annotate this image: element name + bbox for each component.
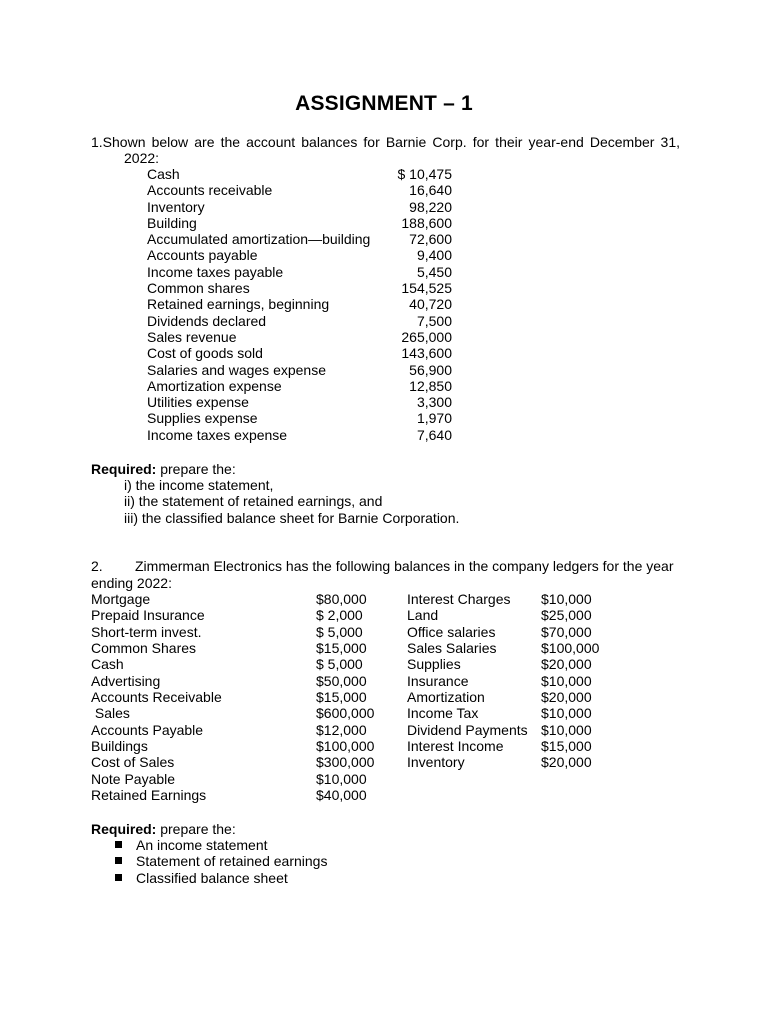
q2-required-item-text: Statement of retained earnings [136,853,328,869]
ledger-amount: $600,000 [316,705,375,722]
q2-required-item [115,870,288,887]
ledger-amount: $ 5,000 [316,623,363,640]
account-name: Utilities expense [147,394,249,411]
ledger-name: Cost of Sales [91,754,175,771]
ledger-name: Prepaid Insurance [91,607,205,624]
q2-required-item-text: An income statement [136,837,268,853]
account-row [147,182,452,198]
ledger-amount: $50,000 [316,672,367,689]
account-amount: 98,220 [409,198,452,215]
account-row [147,394,452,410]
account-amount: 9,400 [416,247,452,264]
account-amount: 12,850 [409,377,452,394]
account-name: Amortization expense [147,377,282,394]
ledger-name: Accounts Payable [91,721,204,738]
q1-required-text: prepare the: [156,461,236,477]
ledger-name: Supplies [407,656,461,673]
account-row [147,215,452,231]
ledger-name: Insurance [407,672,469,689]
account-name: Dividends declared [147,312,267,329]
account-amount: 7,500 [416,312,452,329]
ledger-amount: $10,000 [541,672,592,689]
account-amount: 16,640 [409,182,452,199]
account-row [147,264,452,280]
account-amount: 188,600 [401,214,452,231]
bullet-icon [115,874,122,881]
account-row [147,166,452,182]
ledger-name: Cash [91,656,124,673]
ledger-amount: $300,000 [316,754,375,771]
ledger-name: Advertising [91,672,161,689]
assignment-title: ASSIGNMENT – 1 [295,92,473,115]
account-name: Common shares [147,280,250,297]
q2-required [91,821,236,837]
account-amount: $ 10,475 [397,166,452,182]
ledger-name: Retained Earnings [91,787,207,804]
account-amount: 1,970 [416,410,452,427]
q2-intro-line1 [91,558,681,575]
account-row [147,410,452,426]
account-row [147,199,452,215]
account-name: Accumulated amortization—building [147,231,371,248]
account-name: Cost of goods sold [147,345,263,362]
q1-required [91,461,236,477]
ledger-name: Sales [91,705,130,722]
account-name: Supplies expense [147,410,258,427]
account-name: Income taxes expense [147,426,288,443]
ledger-amount: $10,000 [541,591,592,607]
q2-intro-text: Zimmerman Electronics has the following balances in the company ledgers for the year [135,558,674,574]
account-name: Accounts receivable [147,182,273,199]
account-amount: 154,525 [401,280,452,297]
account-row [147,247,452,263]
q1-required-label: Required: [91,461,157,477]
ledger-name: Interest Income [407,738,504,755]
ledger-name: Accounts Receivable [91,689,222,706]
account-name: Income taxes payable [147,263,284,280]
q2-required-label: Required: [91,821,157,837]
account-row [147,280,452,296]
ledger-amount: $10,000 [316,770,367,787]
ledger-amount: $10,000 [541,705,592,722]
ledger-name: Dividend Payments [407,721,528,738]
q1-required-item: iii) the classified balance sheet for Barnie Corporation. [124,510,460,526]
ledger-amount: $15,000 [316,640,367,657]
q1-intro-line2: 2022: [124,150,160,166]
q1-required-item: ii) the statement of retained earnings, and [124,493,383,509]
q2-required-text: prepare the: [156,821,236,837]
q1-required-item: i) the income statement, [124,477,274,493]
ledger-amount: $20,000 [541,689,592,706]
ledger-amount: $100,000 [541,640,600,657]
ledger-amount: $15,000 [541,738,592,755]
account-row [147,345,452,361]
ledger-name: Short-term invest. [91,623,202,640]
account-row [147,378,452,394]
ledger-name: Land [407,607,439,624]
q1-account-list [147,166,452,443]
ledger-amount: $40,000 [316,787,367,804]
q2-required-item [115,853,327,870]
account-name: Building [147,214,197,231]
account-name: Accounts payable [147,247,258,264]
bullet-icon [115,857,122,864]
ledger-name: Income Tax [407,705,479,722]
account-amount: 72,600 [409,231,452,248]
ledger-amount: $15,000 [316,689,367,706]
account-row [147,231,452,247]
ledger-name: Inventory [407,754,465,771]
account-name: Inventory [147,198,205,215]
account-amount: 7,640 [416,426,452,443]
account-row [147,362,452,378]
q1-intro-line1: 1.Shown below are the account balances for Barnie Corp. for their year-end December 31, [91,134,680,150]
account-row [147,329,452,345]
account-amount: 5,450 [416,263,452,280]
ledger-amount: $ 5,000 [316,656,363,673]
account-name: Sales revenue [147,328,237,345]
ledger-amount: $12,000 [316,721,367,738]
ledger-amount: $80,000 [316,591,367,607]
ledger-amount: $20,000 [541,656,592,673]
ledger-name: Office salaries [407,623,496,640]
q2-intro [91,558,681,591]
account-row [147,313,452,329]
q2-number: 2. [91,558,103,574]
bullet-icon [115,841,122,848]
ledger-name: Interest Charges [407,591,511,607]
ledger-amount: $100,000 [316,738,375,755]
q2-required-item [115,837,268,854]
account-name: Retained earnings, beginning [147,296,330,313]
account-amount: 265,000 [401,328,452,345]
ledger-amount: $70,000 [541,623,592,640]
ledger-name: Sales Salaries [407,640,497,657]
account-name: Cash [147,166,180,182]
account-name: Salaries and wages expense [147,361,327,378]
ledger-name: Note Payable [91,770,176,787]
q2-intro-line2: ending 2022: [91,574,172,591]
account-amount: 3,300 [416,394,452,411]
account-amount: 40,720 [409,296,452,313]
ledger-amount: $20,000 [541,754,592,771]
q2-required-item-text: Classified balance sheet [136,870,288,886]
account-row [147,296,452,312]
ledger-name: Mortgage [91,591,151,607]
account-row [147,427,452,443]
account-amount: 143,600 [401,345,452,362]
ledger-name: Amortization [407,689,485,706]
account-amount: 56,900 [409,361,452,378]
ledger-amount: $10,000 [541,721,592,738]
ledger-name: Common Shares [91,640,197,657]
ledger-amount: $25,000 [541,607,592,624]
ledger-amount: $ 2,000 [316,607,363,624]
ledger-name: Buildings [91,738,148,755]
